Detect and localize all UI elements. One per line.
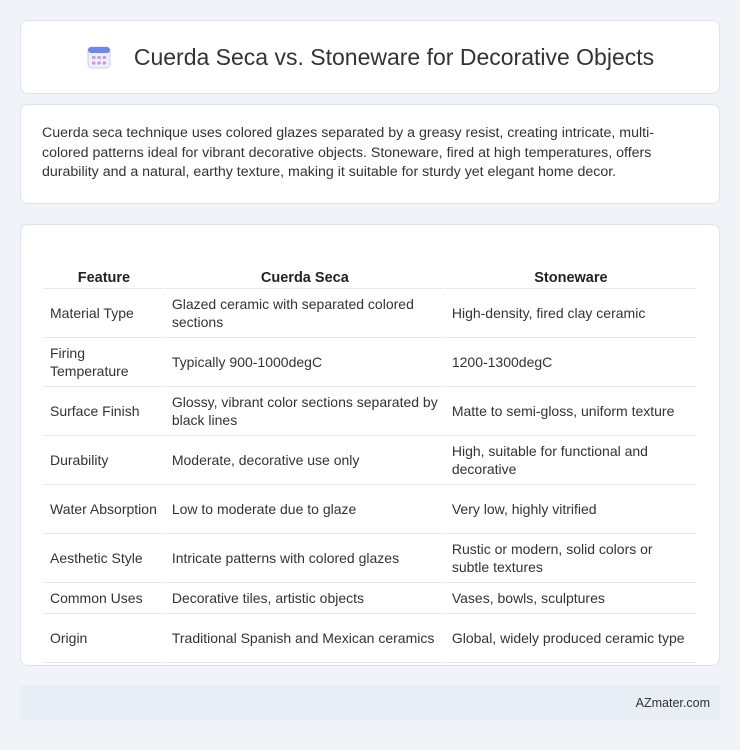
calendar-icon [86, 44, 112, 70]
table-row [44, 534, 696, 583]
title-card [20, 20, 720, 94]
cuerda-seca-cell: Typically 900-1000degC [166, 338, 444, 387]
table-row [44, 338, 696, 387]
stoneware-cell: Matte to semi-gloss, uniform texture [446, 387, 696, 436]
cuerda-seca-cell: Intricate patterns with colored glazes [166, 534, 444, 583]
table-row [44, 583, 696, 614]
header-cuerda-seca: Cuerda Seca [166, 245, 444, 289]
comparison-card [20, 224, 720, 666]
header-feature: Feature [44, 245, 164, 289]
cuerda-seca-cell: Moderate, decorative use only [166, 436, 444, 485]
feature-cell: Origin [44, 614, 164, 663]
intro-card [20, 104, 720, 204]
stoneware-cell: Very low, highly vitrified [446, 485, 696, 534]
stoneware-cell: Vases, bowls, sculptures [446, 583, 696, 614]
header-stoneware: Stoneware [446, 245, 696, 289]
cuerda-seca-cell: Low to moderate due to glaze [166, 485, 444, 534]
feature-cell: Common Uses [44, 583, 164, 614]
footer-bar [20, 686, 720, 720]
footer-brand[interactable]: AZmater.com [635, 696, 710, 710]
feature-cell: Aesthetic Style [44, 534, 164, 583]
table-row [44, 436, 696, 485]
table-header-row [44, 245, 696, 289]
table-row [44, 614, 696, 663]
feature-cell: Water Absorption [44, 485, 164, 534]
stoneware-cell: 1200-1300degC [446, 338, 696, 387]
feature-cell: Surface Finish [44, 387, 164, 436]
intro-paragraph: Cuerda seca technique uses colored glazes separated by a greasy resist, creating intricate, multi-colored patterns ideal for vibrant decorative objects. Stoneware, fired at high temperatures, offers durability and a natural, earthy texture, making it suitable for sturdy yet elegant home decor. [42, 125, 654, 180]
feature-cell: Firing Temperature [44, 338, 164, 387]
stoneware-cell: Global, widely produced ceramic type [446, 614, 696, 663]
table-row [44, 289, 696, 338]
cuerda-seca-cell: Traditional Spanish and Mexican ceramics [166, 614, 444, 663]
stoneware-cell: High-density, fired clay ceramic [446, 289, 696, 338]
comparison-table [42, 245, 698, 663]
table-row [44, 387, 696, 436]
table-row [44, 485, 696, 534]
stoneware-cell: High, suitable for functional and decorative [446, 436, 696, 485]
feature-cell: Durability [44, 436, 164, 485]
stoneware-cell: Rustic or modern, solid colors or subtle textures [446, 534, 696, 583]
feature-cell: Material Type [44, 289, 164, 338]
cuerda-seca-cell: Glazed ceramic with separated colored sections [166, 289, 444, 338]
cuerda-seca-cell: Glossy, vibrant color sections separated by black lines [166, 387, 444, 436]
cuerda-seca-cell: Decorative tiles, artistic objects [166, 583, 444, 614]
page-title: Cuerda Seca vs. Stoneware for Decorative Objects [133, 43, 655, 70]
